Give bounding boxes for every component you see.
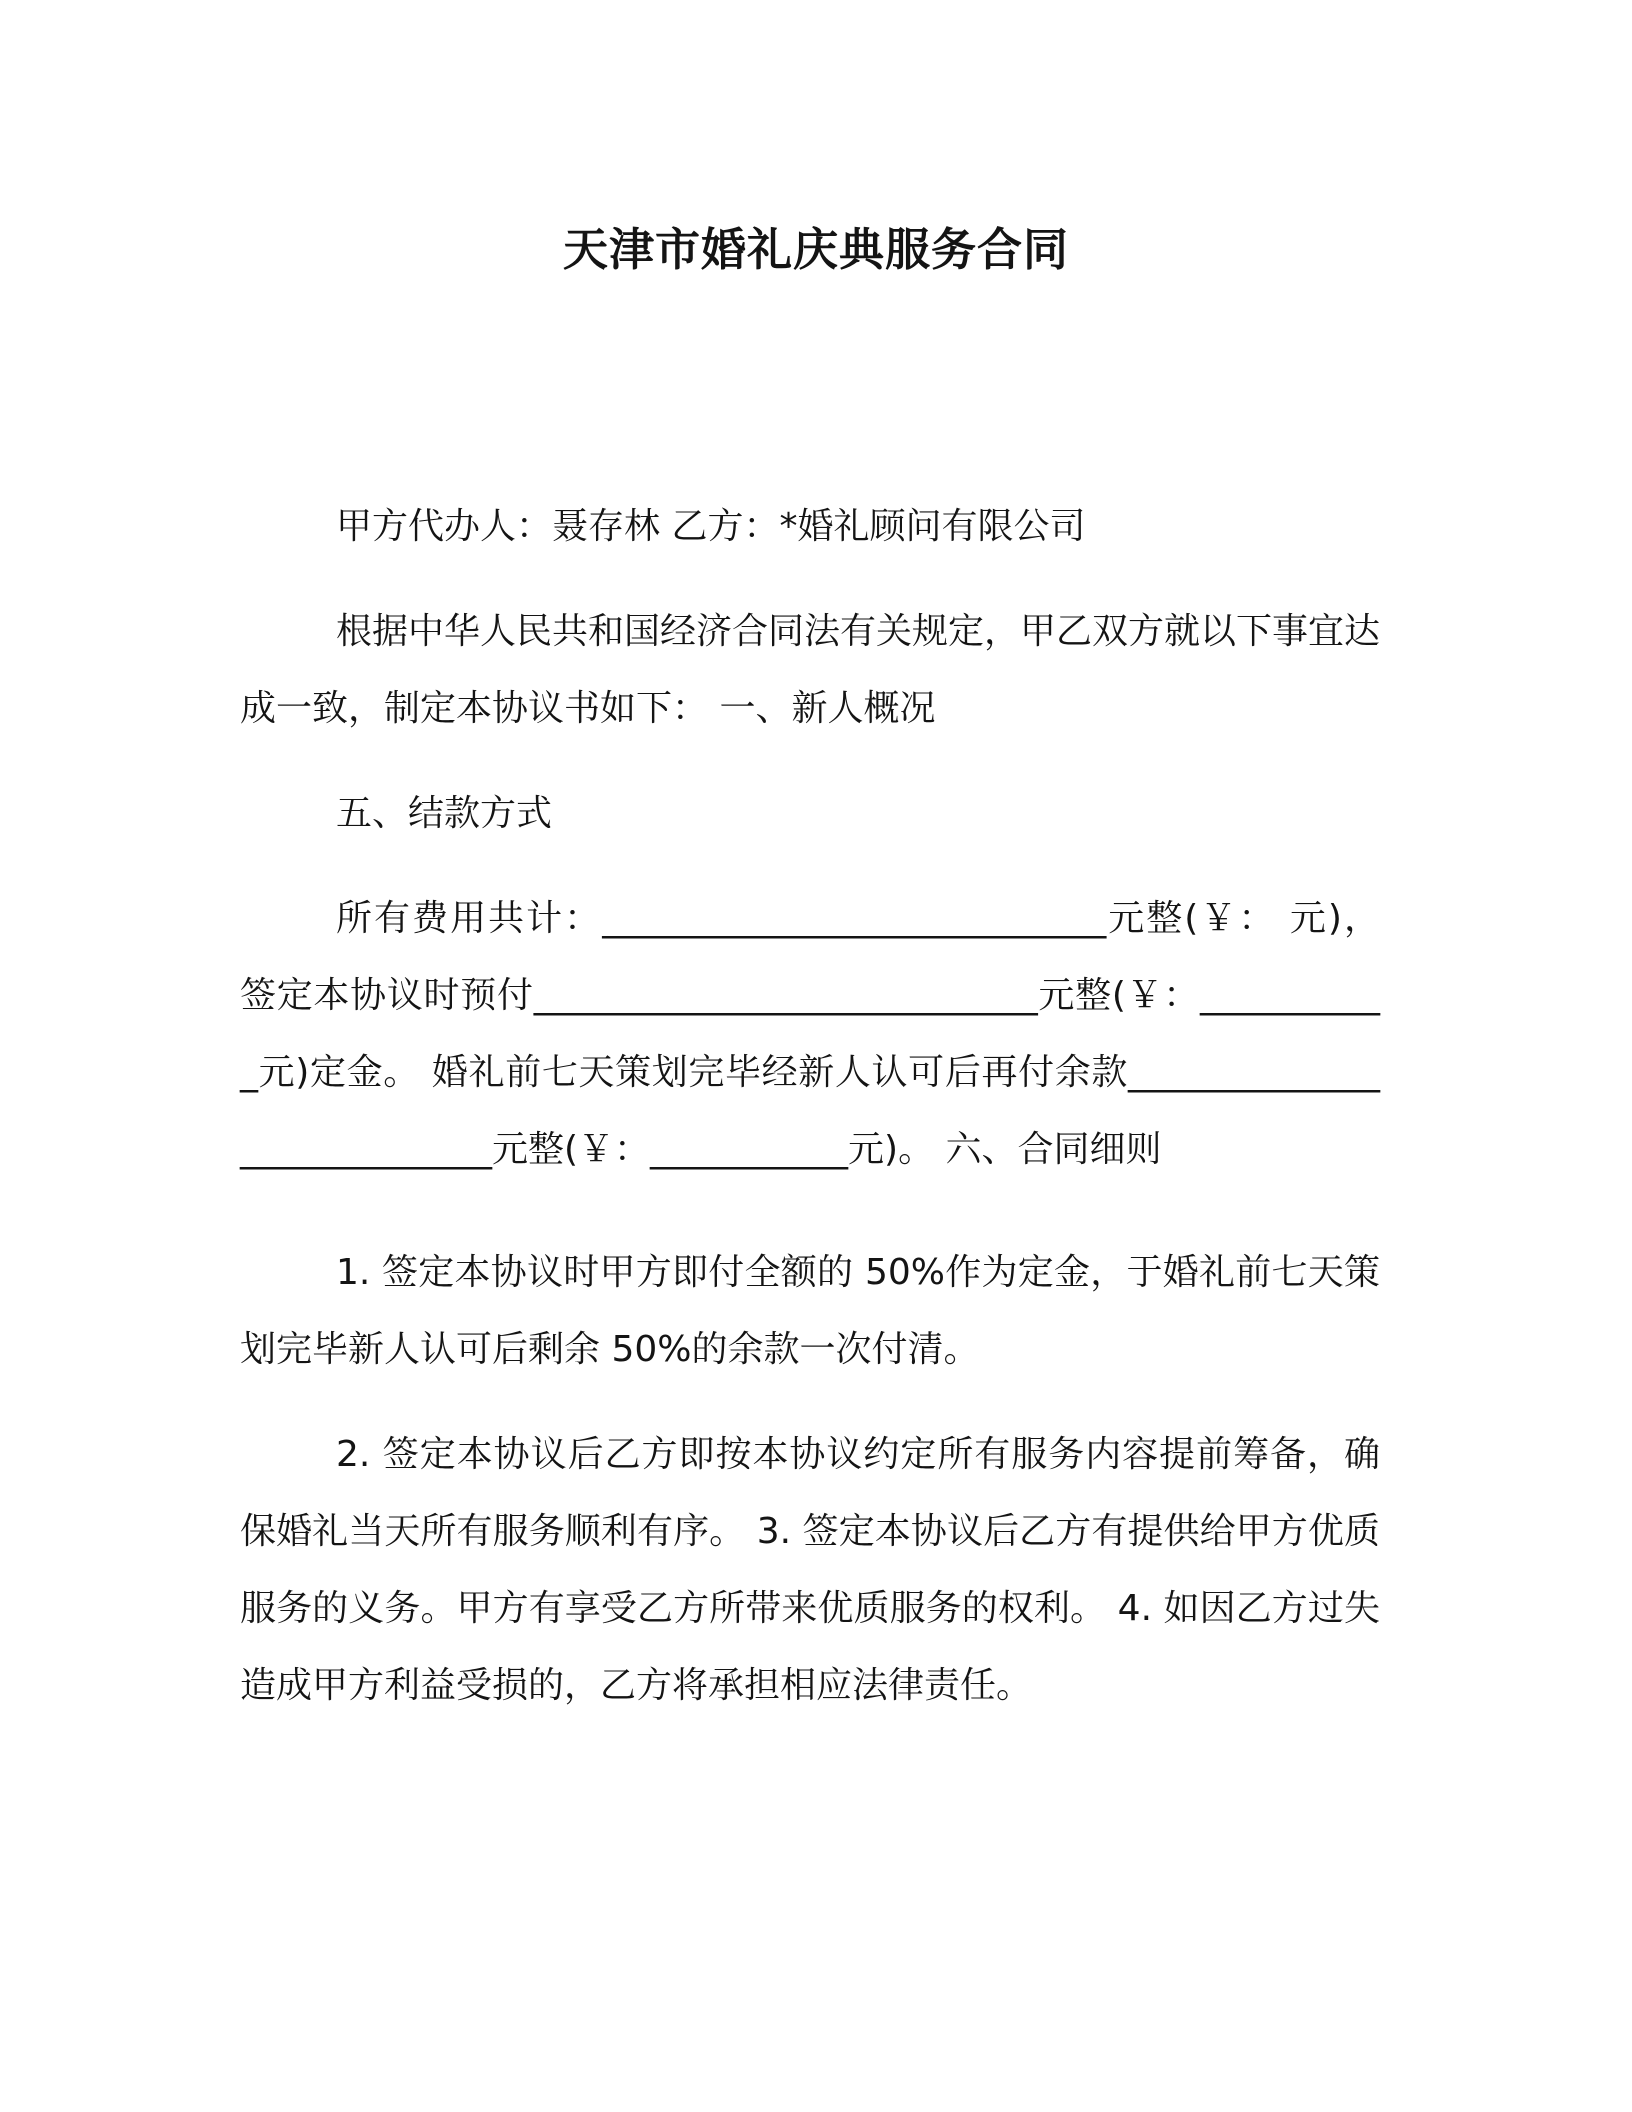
parties-paragraph: 甲方代办人：聂存林 乙方：*婚礼顾问有限公司 [336, 506, 1086, 547]
payment-terms-paragraph: 所有费用共计：____________________________元整(￥： 元)，签定本协议时预付____________________________元整(￥：___________元)定金。 婚礼前七天策划完毕经新人认可后再付余款____________________________元整(￥：___________元)。 六、合同细则 [240, 898, 1380, 1170]
clause-1-paragraph: 1. 签定本协议时甲方即付全额的 50%作为定金，于婚礼前七天策划完毕新人认可后剩余 50%的余款一次付清。 [240, 1252, 1380, 1370]
clause-2-4-paragraph: 2. 签定本协议后乙方即按本协议约定所有服务内容提前筹备，确保婚礼当天所有服务顺利有序。 3. 签定本协议后乙方有提供给甲方优质服务的义务。甲方有享受乙方所带来优质服务的权利。 4. 如因乙方过失造成甲方利益受损的，乙方将承担相应法律责任。 [240, 1434, 1380, 1706]
preamble-paragraph: 根据中华人民共和国经济合同法有关规定，甲乙双方就以下事宜达成一致，制定本协议书如下： 一、新人概况 [240, 611, 1381, 729]
document-body [240, 488, 1380, 1752]
section-payment-heading: 五、结款方式 [336, 793, 553, 834]
document-title: 天津市婚礼庆典服务合同 [562, 223, 1069, 276]
